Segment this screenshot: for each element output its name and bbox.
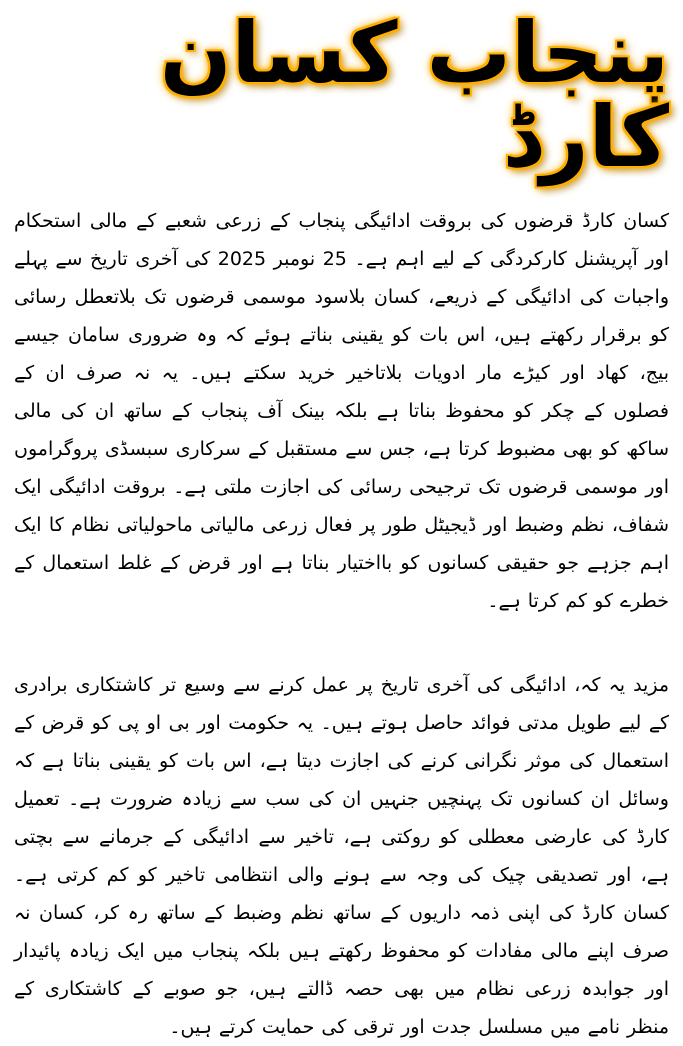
title-banner — [14, 0, 669, 190]
article-paragraph-2: مزید یہ کہ، ادائیگی کی آخری تاریخ پر عمل کرنے سے وسیع تر کاشتکاری برادری کے لیے طویل مدتی فوائد حاصل ہوتے ہیں۔ یہ حکومت اور بی او پی کو قرض کے استعمال کی موثر نگرانی کرنے کی اجازت دیتا ہے، اس بات کو یقینی بناتا ہے کہ وسائل ان کسانوں تک پہنچیں جنہیں ان کی سب سے زیادہ ضرورت ہے۔ تعمیل کارڈ کی عارضی معطلی کو روکتی ہے، تاخیر سے ادائیگی کے جرمانے سے بچتی ہے، اور تصدیقی چیک کی وجہ سے ہونے والی انتظامی تاخیر کو کم کرتی ہے۔ کسان کارڈ کی اپنی ذمہ داریوں کے ساتھ نظم وضبط کے ساتھ رہ کر، کسان نہ صرف اپنے مالی مفادات کو محفوظ رکھتے ہیں بلکہ پنجاب میں ایک زیادہ پائیدار اور جوابدہ زرعی نظام میں بھی حصہ ڈالتے ہیں، جو صوبے کے کاشتکاری کے منظر نامے میں مسلسل جدت اور ترقی کی حمایت کرتے ہیں۔ — [14, 674, 669, 1038]
article-paragraph-1: کسان کارڈ قرضوں کی بروقت ادائیگی پنجاب کے زرعی شعبے کے مالی استحکام اور آپریشنل کارکردگی کے لیے اہم ہے۔ 25 نومبر 2025 کی آخری تاریخ سے پہلے واجبات کی ادائیگی کے ذریعے، کسان بلاسود موسمی قرضوں تک بلاتعطل رسائی کو برقرار رکھتے ہیں، اس بات کو یقینی بناتے ہوئے کہ وہ ضروری سامان جیسے بیج، کھاد اور کیڑے مار ادویات بلاتاخیر خرید سکتے ہیں۔ یہ نہ صرف ان کے فصلوں کے چکر کو محفوظ بناتا ہے بلکہ بینک آف پنجاب کے ساتھ ان کی مالی ساکھ کو بھی مضبوط کرتا ہے، جس سے مستقبل کے سرکاری سبسڈی پروگراموں اور موسمی قرضوں تک ترجیحی رسائی کی اجازت ملتی ہے۔ بروقت ادائیگی ایک شفاف، نظم وضبط اور ڈیجیٹل طور پر فعال زرعی مالیاتی ماحولیاتی نظام کا ایک اہم جزہے جو حقیقی کسانوں کو بااختیار بناتا ہے اور قرض کے غلط استعمال کے خطرے کو کم کرتا ہے۔ — [14, 210, 669, 612]
page-title: پنجاب کسان کارڈ — [159, 4, 669, 186]
